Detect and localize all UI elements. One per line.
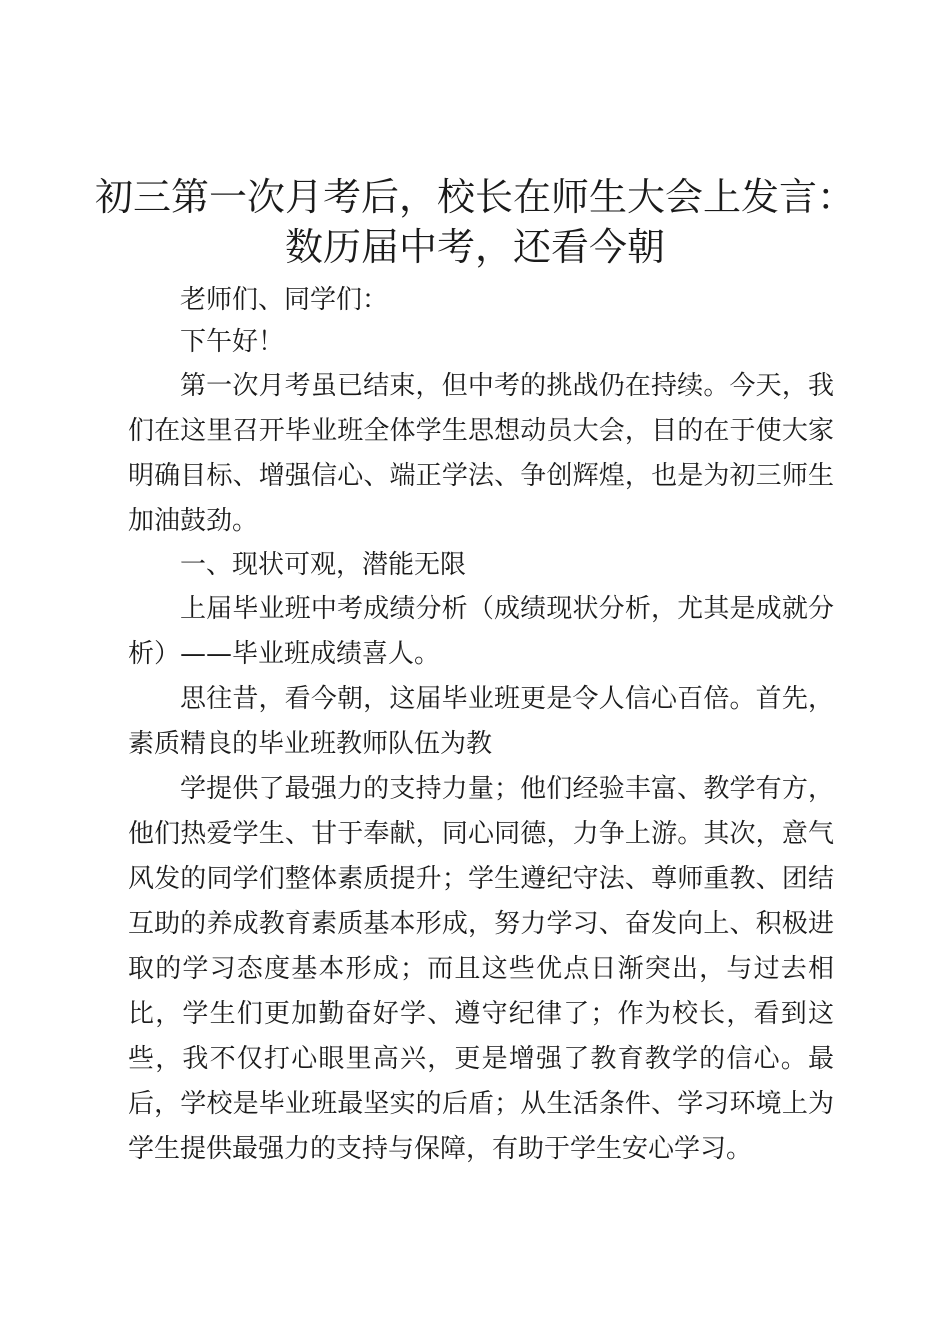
paragraph-details: 学提供了最强力的支持力量；他们经验丰富、教学有方，他们热爱学生、甘于奉献，同心同德，力争上游。其次，意气风发的同学们整体素质提升；学生遵纪守法、尊师重教、团结互助的养成教育素质基本形成，努力学习、奋发向上、积极进取的学习态度基本形成；而且这些优点日渐突出，与过去相比，学生们更加勤奋好学、遵守纪律了；作为校长，看到这些，我不仅打心眼里高兴，更是增强了教育教学的信心。最后，学校是毕业班最坚实的后盾；从生活条件、学习环境上为学生提供最强力的支持与保障，有助于学生安心学习。	[128, 774, 834, 1164]
document-title-line-1: 初三第一次月考后，校长在师生大会上发言：	[94, 175, 855, 219]
paragraph-results: 上届毕业班中考成绩分析（成绩现状分析，尤其是成就分析）——毕业班成绩喜人。	[128, 594, 834, 669]
paragraph-confidence: 思往昔，看今朝，这届毕业班更是令人信心百倍。首先，素质精良的毕业班教师队伍为教	[128, 684, 834, 759]
section-heading-1: 一、现状可观，潜能无限	[180, 550, 467, 580]
paragraph-intro: 第一次月考虽已结束，但中考的挑战仍在持续。今天，我们在这里召开毕业班全体学生思想动员大会，目的在于使大家明确目标、增强信心、端正学法、争创辉煌，也是为初三师生加油鼓劲。	[128, 371, 834, 536]
salutation: 老师们、同学们：	[180, 285, 389, 315]
greeting: 下午好！	[180, 327, 285, 357]
document-title-line-2: 数历届中考，还看今朝	[284, 225, 665, 269]
